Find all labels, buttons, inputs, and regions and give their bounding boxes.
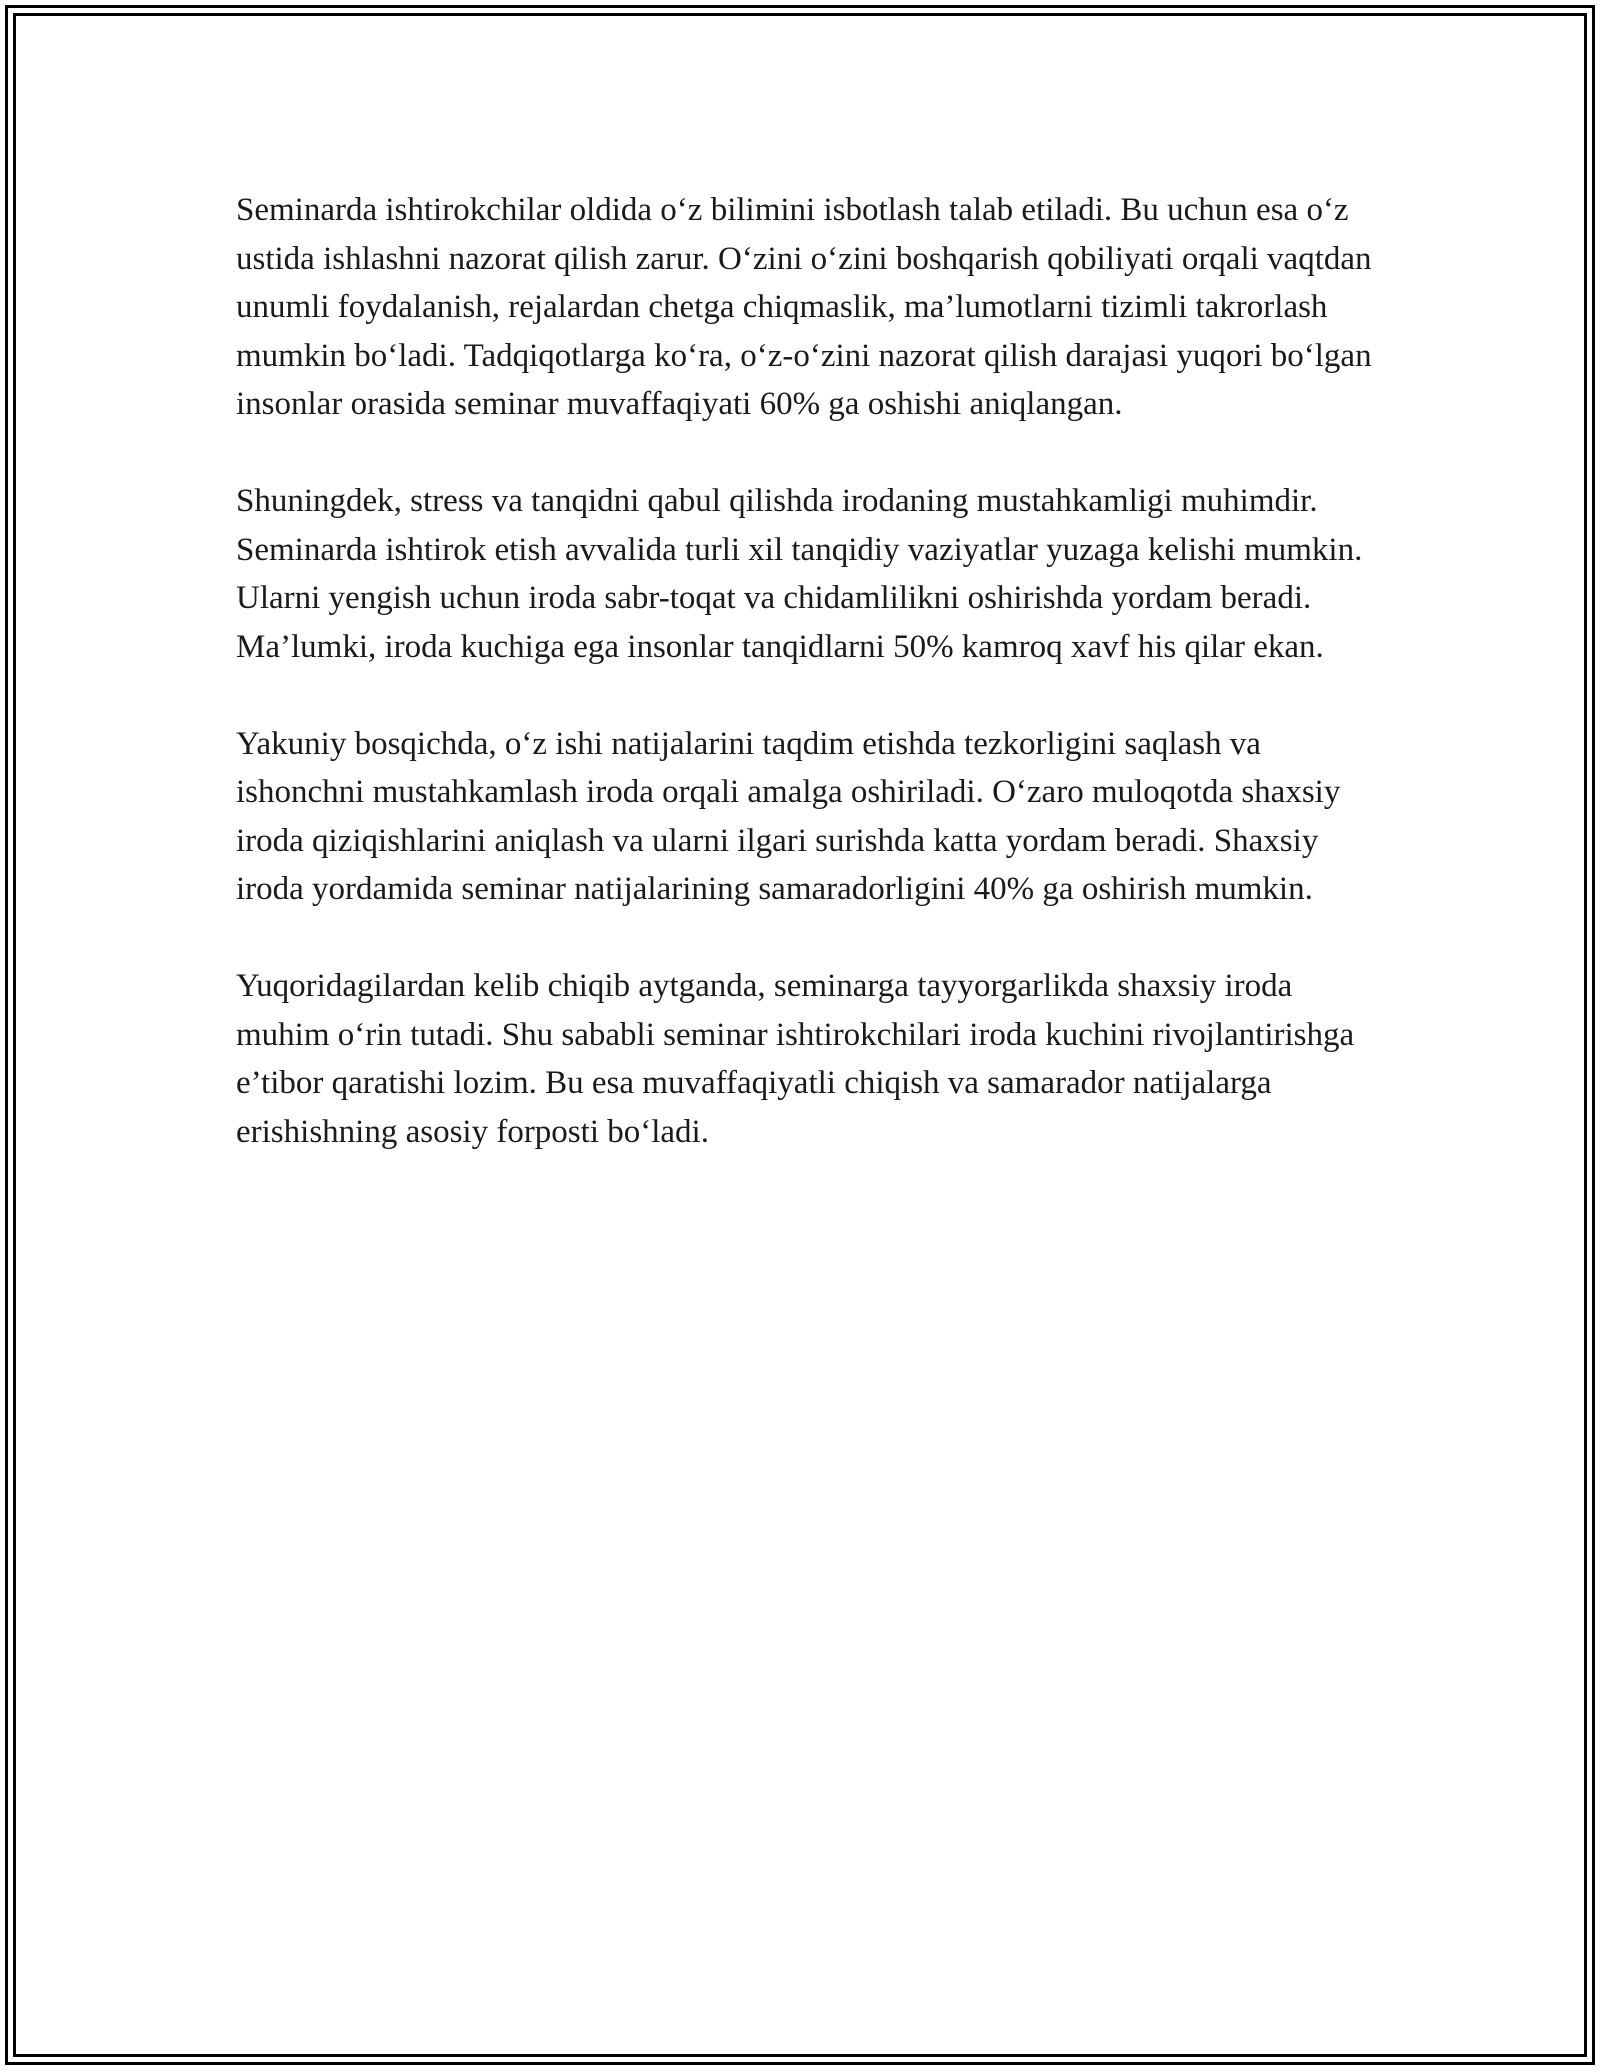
paragraph-3: Yakuniy bosqichda, o‘z ishi natijalarini taqdim etishda tezkorligini saqlash va ishonchni mustahkamlash iroda orqali amalga oshiriladi. O‘zaro muloqotda shaxsiy iroda qiziqishlarini aniqlash va ularni ilgari surishda katta yordam beradi. Shaxsiy iroda yordamida seminar natijalarining samaradorligini 40% ga oshirish mumkin.	[236, 725, 1341, 907]
paragraph-1: Seminarda ishtirokchilar oldida o‘z bilimini isbotlash talab etiladi. Bu uchun esa o‘z ustida ishlashni nazorat qilish zarur. O‘zini o‘zini boshqarish qobiliyati orqali vaqtdan unumli foydalanish, rejalardan chetga chiqmaslik, ma’lumotlarni tizimli takrorlash mumkin bo‘ladi. Tadqiqotlarga ko‘ra, o‘z-o‘zini nazorat qilish darajasi yuqori bo‘lgan insonlar orasida seminar muvaffaqiyati 60% ga oshishi aniqlangan.	[236, 192, 1372, 422]
paragraph-4: Yuqoridagilardan kelib chiqib aytganda, seminarga tayyorgarlikda shaxsiy iroda muhim o‘rin tutadi. Shu sababli seminar ishtirokchilari iroda kuchini rivojlantirishga e’tibor qaratishi lozim. Bu esa muvaffaqiyatli chiqish va samarador natijalarga erishishning asosiy forposti bo‘ladi.	[236, 968, 1355, 1150]
paragraph-2: Shuningdek, stress va tanqidni qabul qilishda irodaning mustahkamligi muhimdir. Seminarda ishtirok etish avvalida turli xil tanqidiy vaziyatlar yuzaga kelishi mumkin. Ularni yengish uchun iroda sabr-toqat va chidamlilikni oshirishda yordam beradi. Ma’lumki, iroda kuchiga ega insonlar tanqidlarni 50% kamroq xavf his qilar ekan.	[236, 483, 1363, 665]
document-body	[236, 186, 1378, 1205]
